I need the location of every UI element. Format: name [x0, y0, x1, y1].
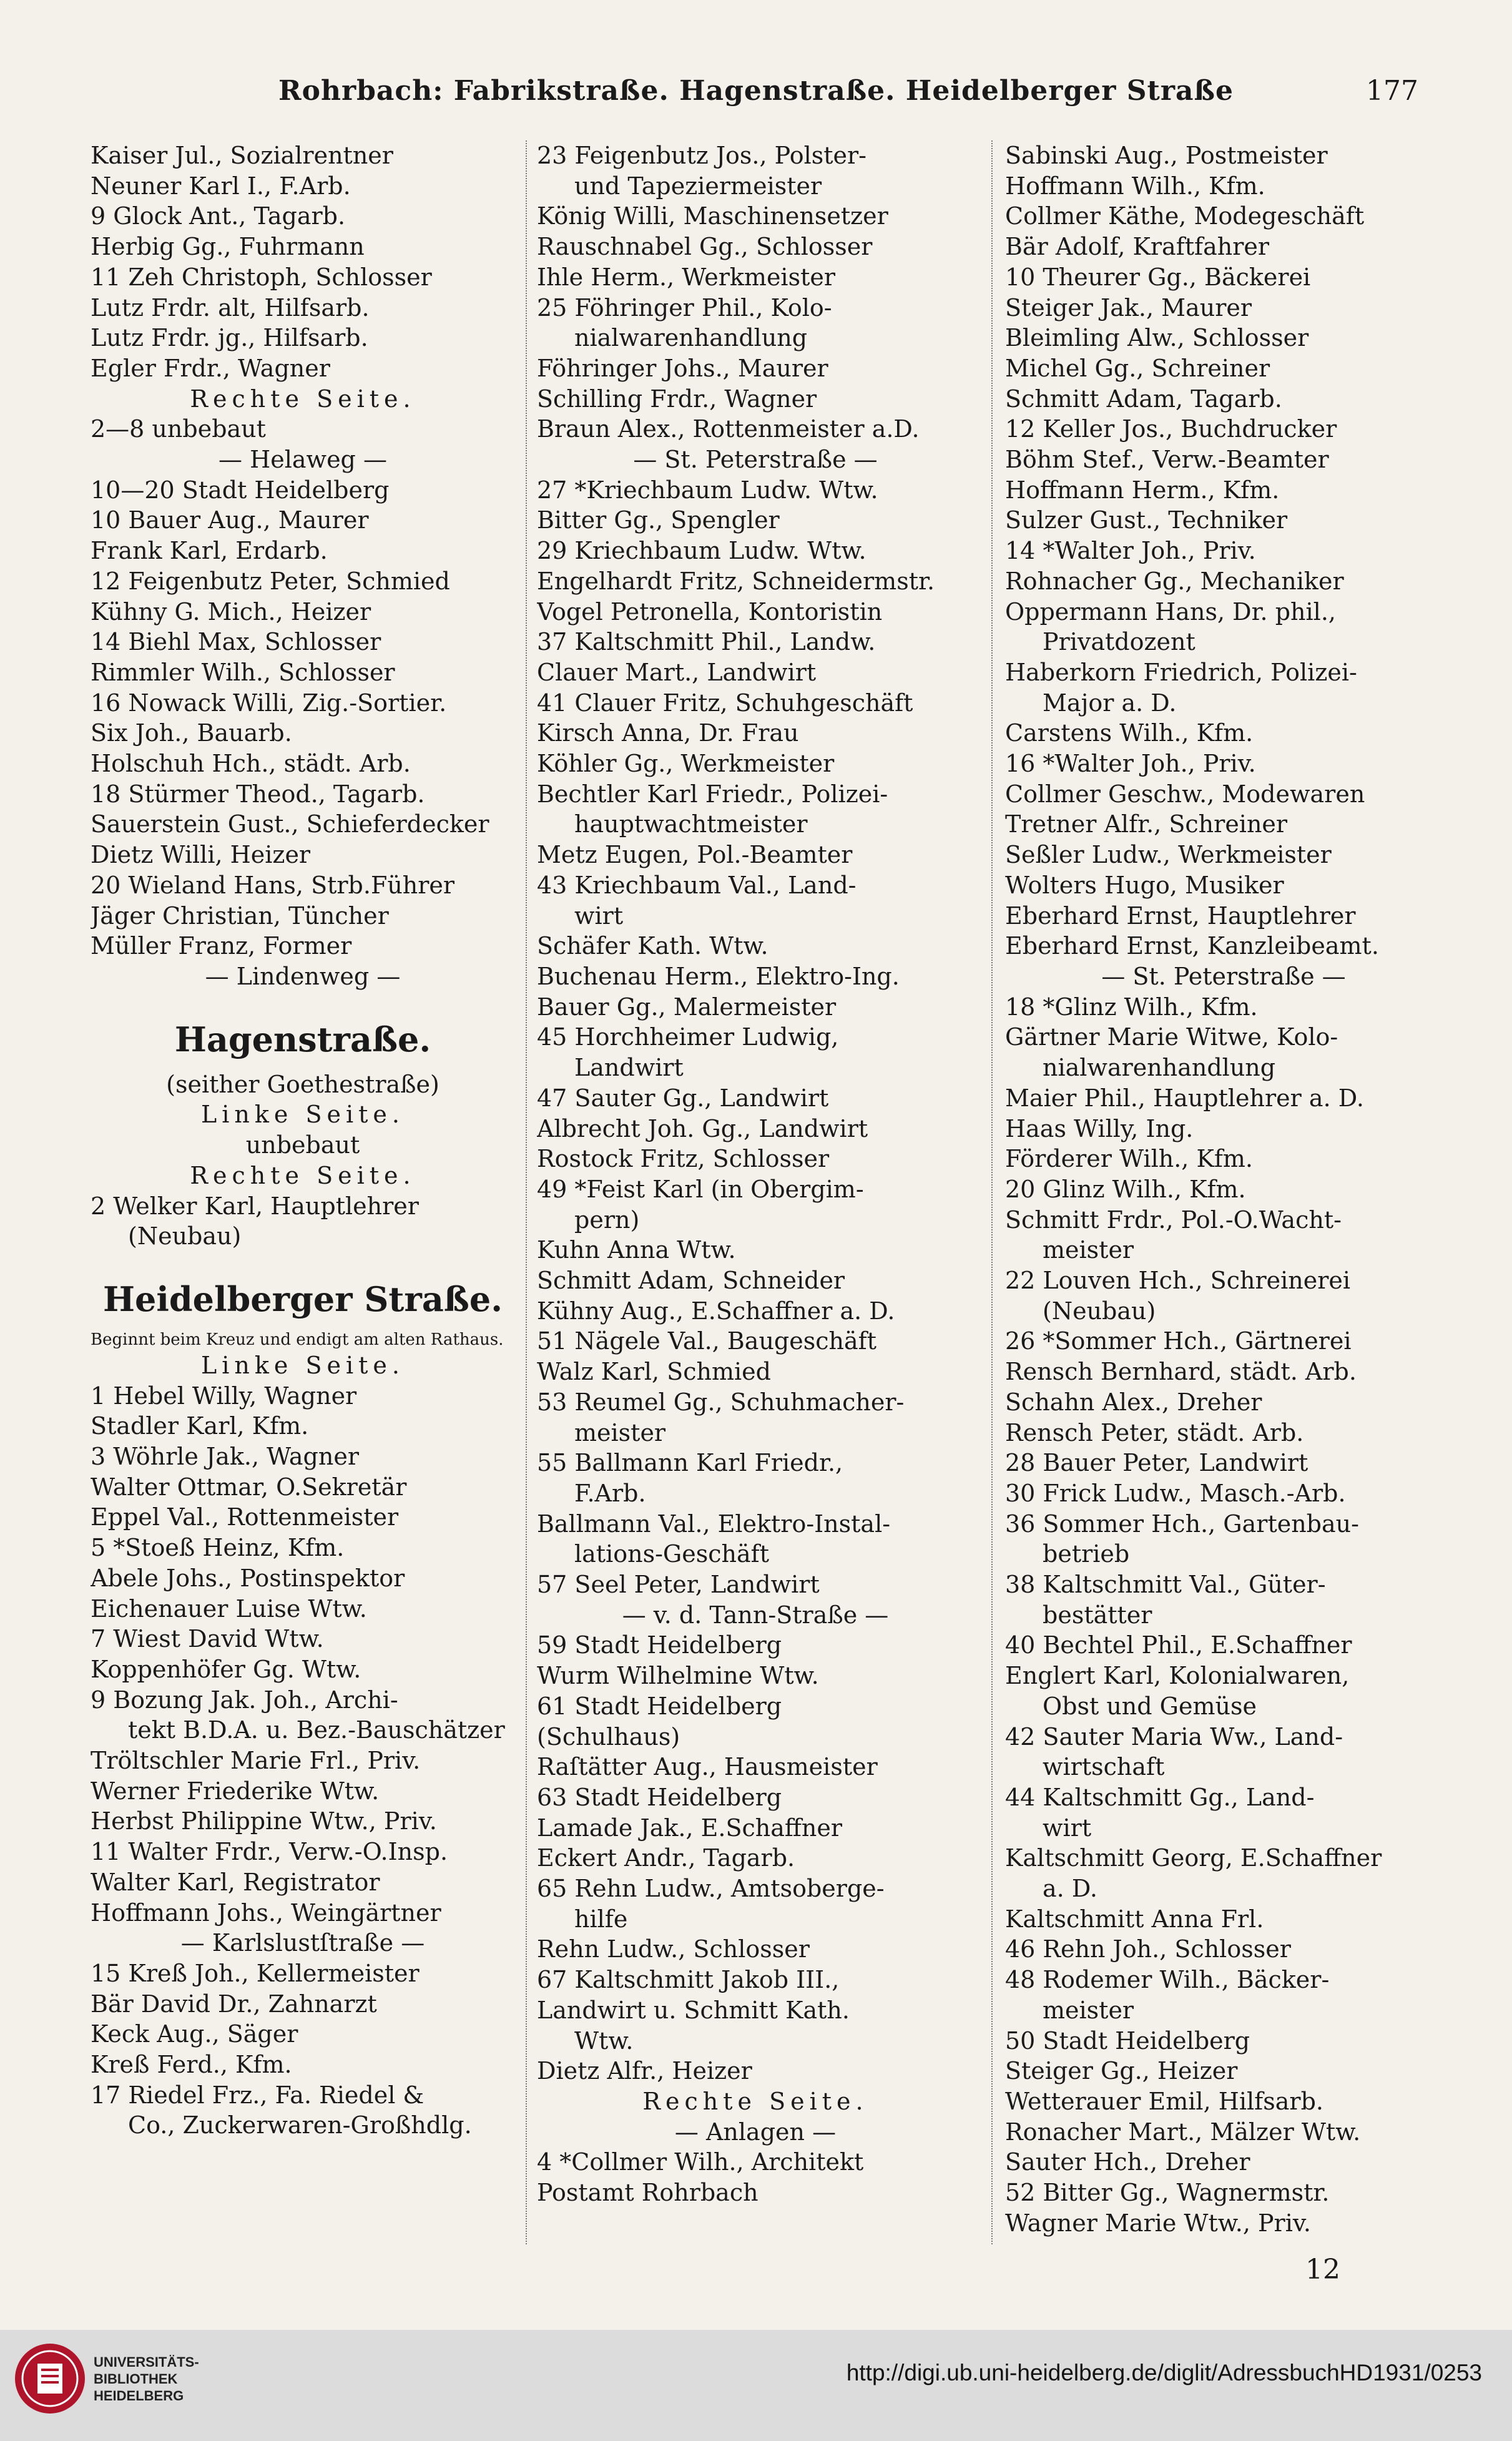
- library-name-line: BIBLIOTHEK: [94, 2371, 178, 2387]
- directory-entry: wirtschaft: [1043, 1753, 1165, 1781]
- directory-entry: nialwarenhandlung: [574, 324, 808, 352]
- directory-entry: bestätter: [1043, 1601, 1152, 1629]
- directory-entry: Buchenau Herm., Elektro-Ing.: [537, 962, 900, 990]
- directory-entry: (seither Goethestraße): [166, 1070, 439, 1098]
- directory-entry: Werner Friederike Wtw.: [91, 1777, 380, 1805]
- page-number: 177: [1366, 75, 1418, 107]
- directory-entry: 15 Kreß Joh., Kellermeister: [91, 1959, 420, 1987]
- directory-entry: (Schulhaus): [537, 1722, 680, 1751]
- street-heading: Hagenstraße.: [174, 1019, 431, 1059]
- directory-entry: Sabinski Aug., Postmeister: [1005, 142, 1328, 169]
- side-label: Linke Seite.: [201, 1101, 405, 1129]
- directory-entry: Hoffmann Johs., Weingärtner: [91, 1898, 441, 1927]
- directory-entry: Föhringer Johs., Maurer: [537, 354, 828, 382]
- directory-entry: 37 Kaltschmitt Phil., Landw.: [537, 628, 876, 656]
- side-label: Linke Seite.: [201, 1351, 405, 1379]
- directory-entry: Dietz Alfr., Heizer: [537, 2057, 752, 2085]
- directory-entry: Rohnacher Gg., Mechaniker: [1005, 567, 1344, 595]
- directory-entry: — Lindenweg —: [205, 962, 401, 990]
- directory-entry: 10 Theurer Gg., Bäckerei: [1005, 263, 1311, 291]
- directory-entry: 42 Sauter Maria Ww., Land-: [1005, 1722, 1343, 1751]
- directory-entry: Hoffmann Wilh., Kfm.: [1005, 172, 1265, 200]
- directory-entry: lations-Geschäft: [574, 1540, 770, 1568]
- directory-entry: Privatdozent: [1043, 628, 1195, 656]
- directory-column-3: [1005, 140, 1442, 2251]
- directory-entry: Stadler Karl, Kfm.: [91, 1412, 309, 1440]
- directory-entry: Bauer Gg., Malermeister: [537, 993, 837, 1021]
- directory-entry: meister: [1043, 1236, 1134, 1264]
- directory-column-1: [91, 140, 515, 2251]
- directory-entry: 17 Riedel Frz., Fa. Riedel &: [91, 2081, 425, 2109]
- directory-entry: hilfe: [574, 1905, 628, 1933]
- directory-entry: Egler Frdr., Wagner: [91, 354, 330, 382]
- directory-entry: 38 Kaltschmitt Val., Güter-: [1005, 1571, 1326, 1599]
- directory-entry: 30 Frick Ludw., Masch.-Arb.: [1005, 1479, 1346, 1507]
- directory-entry: Walz Karl, Schmied: [537, 1358, 771, 1386]
- directory-entry: — Karlslustſtraße —: [180, 1929, 425, 1957]
- directory-entry: Lutz Frdr. jg., Hilfsarb.: [91, 324, 368, 352]
- directory-entry: Keck Aug., Säger: [91, 2020, 298, 2048]
- directory-entry: meister: [574, 1418, 666, 1446]
- directory-entry: Tröltschler Marie Frl., Priv.: [91, 1747, 421, 1775]
- directory-entry: — v. d. Tann-Straße —: [622, 1601, 889, 1629]
- directory-entry: Postamt Rohrbach: [537, 2179, 758, 2207]
- directory-entry: Schmitt Adam, Schneider: [537, 1267, 845, 1295]
- directory-entry: Bitter Gg., Spengler: [537, 506, 780, 534]
- directory-entry: Rostock Fritz, Schlosser: [537, 1145, 830, 1173]
- directory-entry: Landwirt u. Schmitt Kath.: [537, 1996, 850, 2024]
- library-name-line: HEIDELBERG: [94, 2388, 184, 2404]
- directory-entry: 61 Stadt Heidelberg: [537, 1692, 782, 1720]
- directory-entry: 26 *Sommer Hch., Gärtnerei: [1005, 1327, 1352, 1355]
- directory-entry: Eckert Andr., Tagarb.: [537, 1844, 795, 1872]
- directory-entry: Schmitt Frdr., Pol.-O.Wacht-: [1005, 1206, 1342, 1234]
- directory-entry: Wolters Hugo, Musiker: [1005, 871, 1284, 899]
- directory-entry: Co., Zuckerwaren-Großhdlg.: [128, 2111, 472, 2139]
- directory-entry: Kühny Aug., E.Schaffner a. D.: [537, 1297, 895, 1325]
- directory-entry: Vogel Petronella, Kontoristin: [537, 597, 883, 626]
- directory-entry: 41 Clauer Fritz, Schuhgeschäft: [537, 689, 913, 717]
- directory-entry: König Willi, Maschinensetzer: [537, 202, 888, 230]
- directory-entry: 3 Wöhrle Jak., Wagner: [91, 1443, 359, 1471]
- directory-entry: Sauter Hch., Dreher: [1005, 2148, 1250, 2176]
- street-heading: Heidelberger Straße.: [102, 1279, 503, 1319]
- directory-entry: Eppel Val., Rottenmeister: [91, 1503, 399, 1531]
- side-label: Rechte Seite.: [190, 385, 416, 413]
- directory-entry: 47 Sauter Gg., Landwirt: [537, 1084, 829, 1112]
- directory-entry: Bechtler Karl Friedr., Polizei-: [537, 780, 888, 808]
- directory-entry: 10—20 Stadt Heidelberg: [91, 476, 390, 504]
- column-divider: [526, 140, 527, 2244]
- university-seal-icon: [12, 2341, 87, 2416]
- directory-entry: Dietz Willi, Heizer: [91, 841, 311, 869]
- directory-entry: 23 Feigenbutz Jos., Polster-: [537, 142, 866, 169]
- directory-entry: Haberkorn Friedrich, Polizei-: [1005, 658, 1357, 686]
- directory-entry: 14 Biehl Max, Schlosser: [91, 628, 381, 656]
- directory-entry: Wetterauer Emil, Hilfsarb.: [1005, 2088, 1323, 2115]
- directory-entry: 10 Bauer Aug., Maurer: [91, 506, 369, 534]
- directory-entry: Schilling Frdr., Wagner: [537, 385, 817, 413]
- directory-entry: Kaltschmitt Georg, E.Schaffner: [1005, 1844, 1382, 1872]
- directory-entry: Walter Karl, Registrator: [91, 1868, 380, 1896]
- directory-entry: Kreß Ferd., Kfm.: [91, 2051, 292, 2079]
- directory-entry: Steiger Jak., Maurer: [1005, 293, 1252, 322]
- directory-entry: Ihle Herm., Werkmeister: [537, 263, 836, 291]
- directory-entry: 46 Rehn Joh., Schlosser: [1005, 1935, 1291, 1963]
- directory-entry: Seßler Ludw., Werkmeister: [1005, 841, 1332, 869]
- directory-entry: Rehn Ludw., Schlosser: [537, 1935, 810, 1963]
- directory-entry: Jäger Christian, Tüncher: [91, 901, 389, 930]
- directory-entry: hauptwachtmeister: [574, 810, 808, 838]
- directory-entry: Haas Willy, Ing.: [1005, 1114, 1194, 1142]
- directory-entry: 16 *Walter Joh., Priv.: [1005, 750, 1256, 778]
- directory-entry: Michel Gg., Schreiner: [1005, 354, 1270, 382]
- directory-entry: 57 Seel Peter, Landwirt: [537, 1571, 820, 1599]
- directory-entry: a. D.: [1043, 1875, 1098, 1903]
- street-note: Beginnt beim Kreuz und endigt am alten Rathaus.: [91, 1330, 504, 1349]
- directory-entry: 49 *Feist Karl (in Obergim-: [537, 1175, 864, 1203]
- directory-entry: 27 *Kriechbaum Ludw. Wtw.: [537, 476, 878, 504]
- directory-entry: und Tapeziermeister: [574, 172, 822, 200]
- directory-entry: Englert Karl, Kolonialwaren,: [1005, 1662, 1350, 1690]
- directory-entry: 7 Wiest David Wtw.: [91, 1625, 324, 1653]
- page-header: [0, 75, 1512, 125]
- directory-entry: 53 Reumel Gg., Schuhmacher-: [537, 1388, 905, 1416]
- directory-entry: 11 Zeh Christoph, Schlosser: [91, 263, 432, 291]
- directory-entry: 51 Nägele Val., Baugeschäft: [537, 1327, 876, 1355]
- directory-entry: 50 Stadt Heidelberg: [1005, 2026, 1250, 2055]
- directory-entry: 55 Ballmann Karl Friedr.,: [537, 1449, 843, 1477]
- directory-entry: 52 Bitter Gg., Wagnermstr.: [1005, 2179, 1330, 2207]
- directory-entry: Neuner Karl I., F.Arb.: [91, 172, 351, 200]
- directory-entry: tekt B.D.A. u. Bez.-Bauschätzer: [128, 1716, 505, 1744]
- directory-entry: 18 Stürmer Theod., Tagarb.: [91, 780, 425, 808]
- directory-entry: 5 *Stoeß Heinz, Kfm.: [91, 1534, 345, 1562]
- directory-entry: Eichenauer Luise Wtw.: [91, 1594, 367, 1623]
- directory-entry: wirt: [574, 901, 624, 930]
- directory-entry: Eberhard Ernst, Hauptlehrer: [1005, 901, 1356, 930]
- directory-entry: 2—8 unbebaut: [91, 415, 266, 443]
- directory-entry: Walter Ottmar, O.Sekretär: [91, 1473, 407, 1501]
- directory-entry: Herbig Gg., Fuhrmann: [91, 233, 365, 261]
- directory-entry: 59 Stadt Heidelberg: [537, 1631, 782, 1659]
- side-label: Rechte Seite.: [190, 1161, 416, 1189]
- footer-bar: [0, 2330, 1512, 2441]
- directory-entry: Steiger Gg., Heizer: [1005, 2057, 1238, 2085]
- directory-entry: Bär Adolf, Kraftfahrer: [1005, 233, 1270, 261]
- directory-entry: — St. Peterstraße —: [633, 446, 878, 474]
- directory-entry: Raſtätter Aug., Hausmeister: [537, 1753, 878, 1781]
- directory-entry: (Neubau): [128, 1222, 242, 1250]
- library-name: [94, 2354, 199, 2404]
- directory-entry: Holschuh Hch., städt. Arb.: [91, 750, 411, 778]
- directory-entry: Kirsch Anna, Dr. Frau: [537, 719, 799, 747]
- running-title: Rohrbach: Fabrikstraße. Hagenstraße. Heidelberger Straße: [278, 75, 1234, 107]
- directory-entry: Metz Eugen, Pol.-Beamter: [537, 841, 853, 869]
- directory-entry: — St. Peterstraße —: [1101, 962, 1346, 990]
- directory-entry: 12 Feigenbutz Peter, Schmied: [91, 567, 450, 595]
- directory-entry: Rensch Bernhard, städt. Arb.: [1005, 1358, 1357, 1386]
- directory-entry: Braun Alex., Rottenmeister a.D.: [537, 415, 920, 443]
- permalink[interactable]: http://digi.ub.uni-heidelberg.de/diglit/AdressbuchHD1931/0253: [846, 2360, 1482, 2385]
- directory-entry: Wagner Marie Wtw., Priv.: [1005, 2209, 1311, 2237]
- directory-entry: Clauer Mart., Landwirt: [537, 658, 817, 686]
- directory-entry: Wtw.: [574, 2026, 634, 2055]
- directory-entry: 25 Föhringer Phil., Kolo-: [537, 293, 832, 322]
- directory-entry: F.Arb.: [574, 1479, 646, 1507]
- directory-entry: 48 Rodemer Wilh., Bäcker-: [1005, 1966, 1330, 1994]
- directory-entry: 28 Bauer Peter, Landwirt: [1005, 1449, 1308, 1477]
- directory-entry: 20 Wieland Hans, Strb.Führer: [91, 871, 455, 899]
- directory-entry: 1 Hebel Willy, Wagner: [91, 1382, 357, 1410]
- directory-entry: Sulzer Gust., Techniker: [1005, 506, 1288, 534]
- library-name-line: UNIVERSITÄTS-: [94, 2354, 199, 2370]
- directory-entry: Müller Franz, Former: [91, 932, 352, 960]
- directory-entry: Köhler Gg., Werkmeister: [537, 750, 835, 778]
- directory-entry: Lutz Frdr. alt, Hilfsarb.: [91, 293, 370, 322]
- directory-entry: Rimmler Wilh., Schlosser: [91, 658, 395, 686]
- directory-entry: 16 Nowack Willi, Zig.-Sortier.: [91, 689, 447, 717]
- directory-entry: Carstens Wilh., Kfm.: [1005, 719, 1254, 747]
- directory-entry: 40 Bechtel Phil., E.Schaffner: [1005, 1631, 1352, 1659]
- directory-entry: 4 *Collmer Wilh., Architekt: [537, 2148, 864, 2176]
- directory-entry: Ballmann Val., Elektro-Instal-: [537, 1510, 891, 1538]
- directory-entry: 36 Sommer Hch., Gartenbau-: [1005, 1510, 1359, 1538]
- directory-entry: 12 Keller Jos., Buchdrucker: [1005, 415, 1337, 443]
- sheet-number: 12: [1305, 2254, 1340, 2286]
- directory-entry: Förderer Wilh., Kfm.: [1005, 1145, 1254, 1173]
- directory-entry: (Neubau): [1043, 1297, 1156, 1325]
- directory-entry: — Anlagen —: [674, 2118, 837, 2146]
- directory-entry: Herbst Philippine Wtw., Priv.: [91, 1807, 437, 1835]
- column-divider: [991, 140, 993, 2244]
- directory-entry: 63 Stadt Heidelberg: [537, 1783, 782, 1811]
- directory-entry: Schahn Alex., Dreher: [1005, 1388, 1262, 1416]
- side-label: Rechte Seite.: [642, 2088, 868, 2115]
- directory-entry: Rauschnabel Gg., Schlosser: [537, 233, 873, 261]
- directory-entry: 11 Walter Frdr., Verw.-O.Insp.: [91, 1838, 448, 1866]
- directory-entry: Obst und Gemüse: [1043, 1692, 1257, 1720]
- directory-entry: Engelhardt Fritz, Schneidermstr.: [537, 567, 935, 595]
- directory-entry: Major a. D.: [1043, 689, 1177, 717]
- directory-entry: Kaiser Jul., Sozialrentner: [91, 142, 393, 169]
- directory-entry: Lamade Jak., E.Schaffner: [537, 1814, 843, 1842]
- directory-entry: 65 Rehn Ludw., Amtsoberge-: [537, 1875, 885, 1903]
- directory-entry: 9 Glock Ant., Tagarb.: [91, 202, 346, 230]
- directory-entry: Ronacher Mart., Mälzer Wtw.: [1005, 2118, 1361, 2146]
- directory-entry: wirt: [1043, 1814, 1092, 1842]
- directory-entry: 20 Glinz Wilh., Kfm.: [1005, 1175, 1246, 1203]
- directory-entry: Schäfer Kath. Wtw.: [537, 932, 768, 960]
- directory-entry: Maier Phil., Hauptlehrer a. D.: [1005, 1084, 1364, 1112]
- directory-entry: 22 Louven Hch., Schreinerei: [1005, 1267, 1351, 1295]
- directory-entry: Landwirt: [574, 1054, 684, 1082]
- directory-entry: Hoffmann Herm., Kfm.: [1005, 476, 1280, 504]
- directory-entry: Frank Karl, Erdarb.: [91, 537, 328, 565]
- directory-entry: nialwarenhandlung: [1043, 1054, 1276, 1082]
- directory-entry: — Helaweg —: [218, 446, 387, 474]
- directory-entry: Collmer Geschw., Modewaren: [1005, 780, 1365, 808]
- directory-entry: Six Joh., Bauarb.: [91, 719, 292, 747]
- directory-entry: 9 Bozung Jak. Joh., Archi-: [91, 1686, 398, 1714]
- directory-entry: betrieb: [1043, 1540, 1130, 1568]
- directory-entry: Oppermann Hans, Dr. phil.,: [1005, 597, 1336, 626]
- directory-entry: Eberhard Ernst, Kanzleibeamt.: [1005, 932, 1379, 960]
- directory-entry: Kühny G. Mich., Heizer: [91, 597, 371, 626]
- directory-entry: Schmitt Adam, Tagarb.: [1005, 385, 1282, 413]
- directory-entry: 43 Kriechbaum Val., Land-: [537, 871, 857, 899]
- directory-entry: Bär David Dr., Zahnarzt: [91, 1990, 377, 2018]
- directory-entry: 45 Horchheimer Ludwig,: [537, 1023, 839, 1051]
- section-gap: [91, 992, 515, 1009]
- directory-entry: 18 *Glinz Wilh., Kfm.: [1005, 993, 1258, 1021]
- directory-entry: Rensch Peter, städt. Arb.: [1005, 1418, 1304, 1446]
- directory-entry: 29 Kriechbaum Ludw. Wtw.: [537, 537, 866, 565]
- directory-entry: Kaltschmitt Anna Frl.: [1005, 1905, 1264, 1933]
- directory-entry: 14 *Walter Joh., Priv.: [1005, 537, 1256, 565]
- directory-entry: Koppenhöfer Gg. Wtw.: [91, 1655, 361, 1683]
- directory-entry: meister: [1043, 1996, 1134, 2024]
- directory-entry: Abele Johs., Postinspektor: [91, 1564, 405, 1592]
- directory-entry: Kuhn Anna Wtw.: [537, 1236, 736, 1264]
- directory-entry: Sauerstein Gust., Schieferdecker: [91, 810, 489, 838]
- directory-entry: 67 Kaltschmitt Jakob III.,: [537, 1966, 840, 1994]
- directory-entry: unbebaut: [245, 1131, 360, 1159]
- directory-entry: Bleimling Alw., Schlosser: [1005, 324, 1309, 352]
- directory-entry: Böhm Stef., Verw.-Beamter: [1005, 446, 1329, 474]
- directory-column-2: [537, 140, 974, 2251]
- directory-entry: Tretner Alfr., Schreiner: [1005, 810, 1288, 838]
- directory-entry: pern): [574, 1206, 640, 1234]
- directory-entry: Gärtner Marie Witwe, Kolo-: [1005, 1023, 1338, 1051]
- directory-entry: Wurm Wilhelmine Wtw.: [537, 1662, 819, 1690]
- directory-entry: 44 Kaltschmitt Gg., Land-: [1005, 1783, 1315, 1811]
- section-gap: [91, 1252, 515, 1269]
- directory-entry: Collmer Käthe, Modegeschäft: [1005, 202, 1365, 230]
- directory-entry: 2 Welker Karl, Hauptlehrer: [91, 1192, 419, 1220]
- directory-entry: Albrecht Joh. Gg., Landwirt: [537, 1114, 868, 1142]
